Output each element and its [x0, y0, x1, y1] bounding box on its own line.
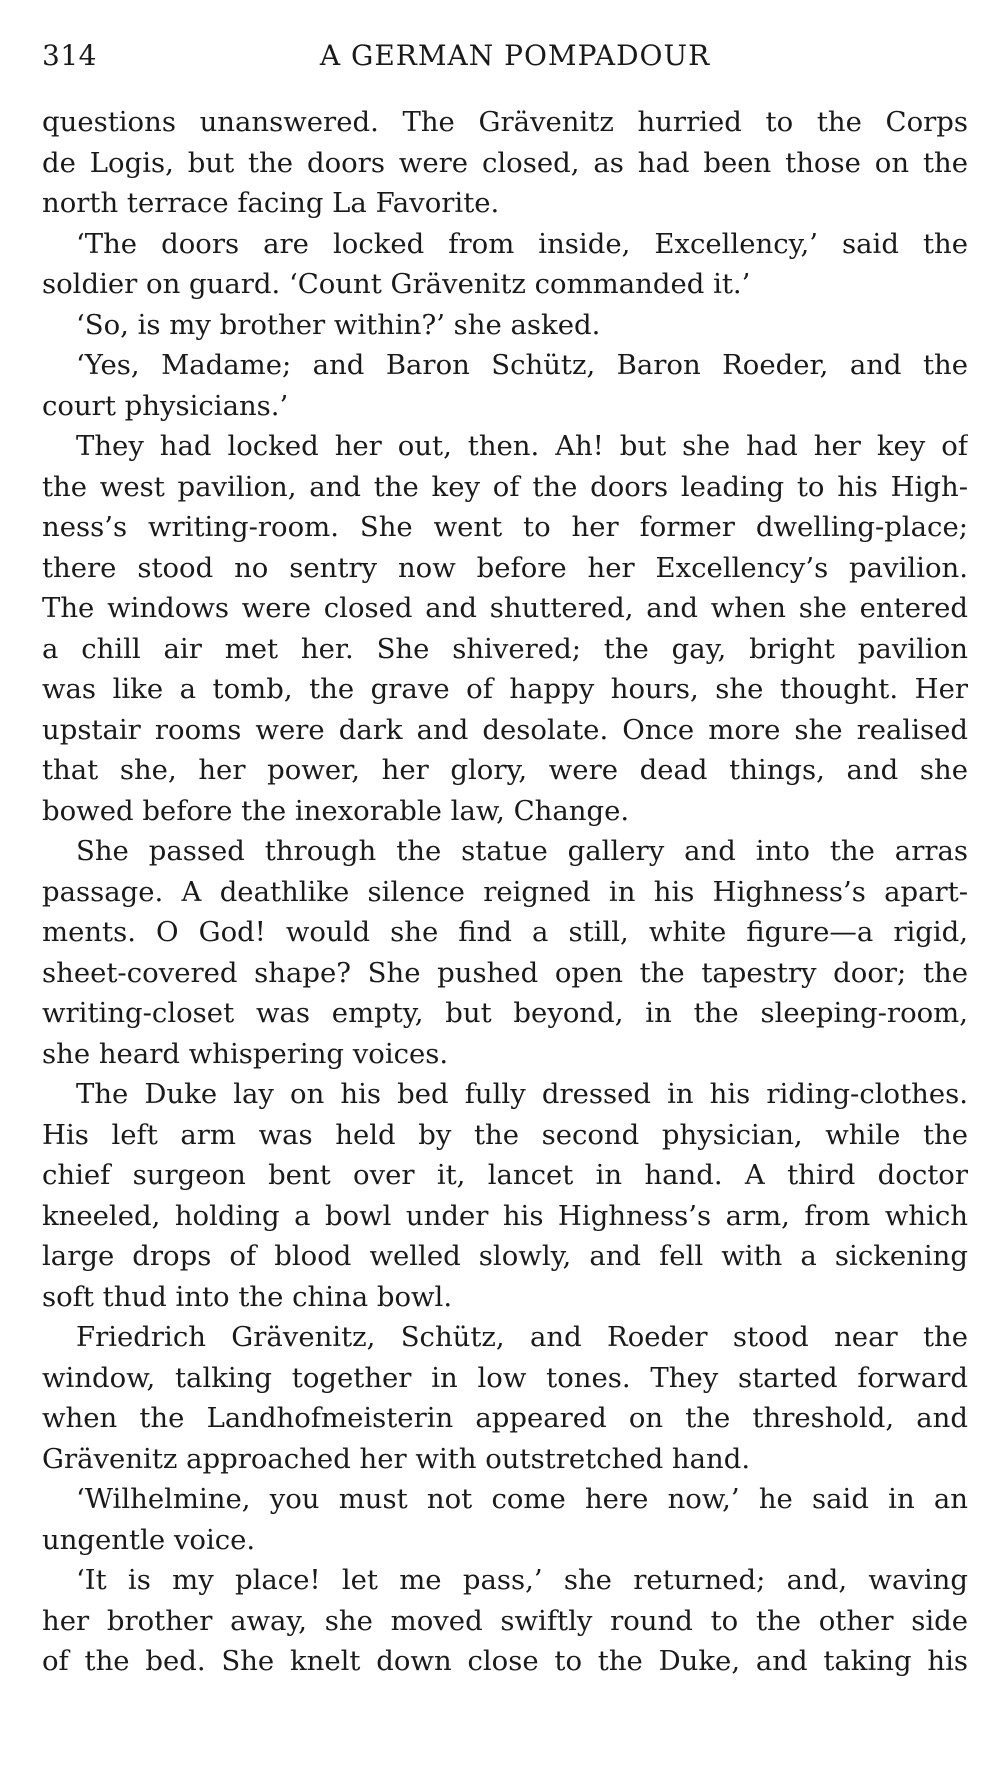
text-line: The windows were closed and shuttered, and when she entered	[42, 592, 968, 624]
text-line: chief surgeon bent over it, lancet in hand. A third doctor	[42, 1159, 968, 1191]
text-line: the west pavilion, and the key of the doors leading to his High-	[42, 470, 968, 503]
text-line: bowed before the inexorable law, Change.	[42, 794, 630, 827]
running-title: A GERMAN POMPADOUR	[319, 39, 711, 72]
text-line: de Logis, but the doors were closed, as had been those on the	[42, 146, 968, 179]
text-line: window, talking together in low tones. They started forward	[42, 1361, 968, 1394]
text-line: upstair rooms were dark and desolate. Once more she realised	[42, 713, 968, 746]
text-line: ‘So, is my brother within?’ she asked.	[76, 308, 601, 341]
text-line: soldier on guard. ‘Count Grävenitz commanded it.’	[42, 268, 751, 300]
text-line: His left arm was held by the second physician, while the	[42, 1118, 968, 1151]
text-line: ments. O God! would she find a still, white figure—a rigid,	[42, 916, 968, 948]
text-line: ‘Yes, Madame; and Baron Schütz, Baron Roeder, and the	[76, 349, 968, 381]
text-line: north terrace facing La Favorite.	[42, 187, 500, 219]
text-line: a chill air met her. She shivered; the gay, bright pavilion	[42, 632, 968, 665]
text-line: large drops of blood welled slowly, and fell with a sickening	[42, 1240, 968, 1272]
page-number: 314	[42, 39, 97, 72]
text-line: Friedrich Grävenitz, Schütz, and Roeder stood near the	[76, 1321, 968, 1353]
text-line: ‘Wilhelmine, you must not come here now,’ he said in an	[76, 1483, 968, 1515]
text-line: The Duke lay on his bed fully dressed in his riding-clothes.	[76, 1078, 968, 1110]
text-line: court physicians.’	[42, 389, 289, 422]
text-line: ness’s writing-room. She went to her former dwelling-place;	[42, 511, 968, 543]
text-line: ungentle voice.	[42, 1523, 256, 1556]
text-line: when the Landhofmeisterin appeared on the threshold, and	[42, 1402, 968, 1434]
text-line: ‘It is my place! let me pass,’ she returned; and, waving	[76, 1564, 968, 1596]
text-line: sheet-covered shape? She pushed open the tapestry door; the	[42, 956, 968, 989]
text-line: questions unanswered. The Grävenitz hurried to the Corps	[42, 106, 968, 138]
text-line: her brother away, she moved swiftly round to the other side	[42, 1604, 968, 1637]
text-line: kneeled, holding a bowl under his Highness’s arm, from which	[42, 1199, 968, 1232]
text-line: ‘The doors are locked from inside, Excellency,’ said the	[76, 227, 968, 260]
text-line: she heard whispering voices.	[42, 1037, 449, 1070]
text-line: of the bed. She knelt down close to the Duke, and taking his	[42, 1645, 968, 1677]
text-line: She passed through the statue gallery and into the arras	[76, 835, 968, 867]
text-line: soft thud into the china bowl.	[42, 1280, 453, 1313]
text-line: writing-closet was empty, but beyond, in the sleeping-room,	[42, 997, 968, 1029]
text-line: that she, her power, her glory, were dead things, and she	[42, 754, 968, 786]
text-line: Grävenitz approached her with outstretched hand.	[42, 1442, 751, 1475]
text-line: was like a tomb, the grave of happy hours, she thought. Her	[42, 673, 968, 705]
body-text	[42, 102, 968, 1682]
text-line: They had locked her out, then. Ah! but she had her key of	[76, 430, 968, 462]
text-line: passage. A deathlike silence reigned in his Highness’s apart-	[42, 875, 968, 908]
running-head	[42, 34, 968, 78]
text-line: there stood no sentry now before her Excellency’s pavilion.	[42, 551, 968, 584]
